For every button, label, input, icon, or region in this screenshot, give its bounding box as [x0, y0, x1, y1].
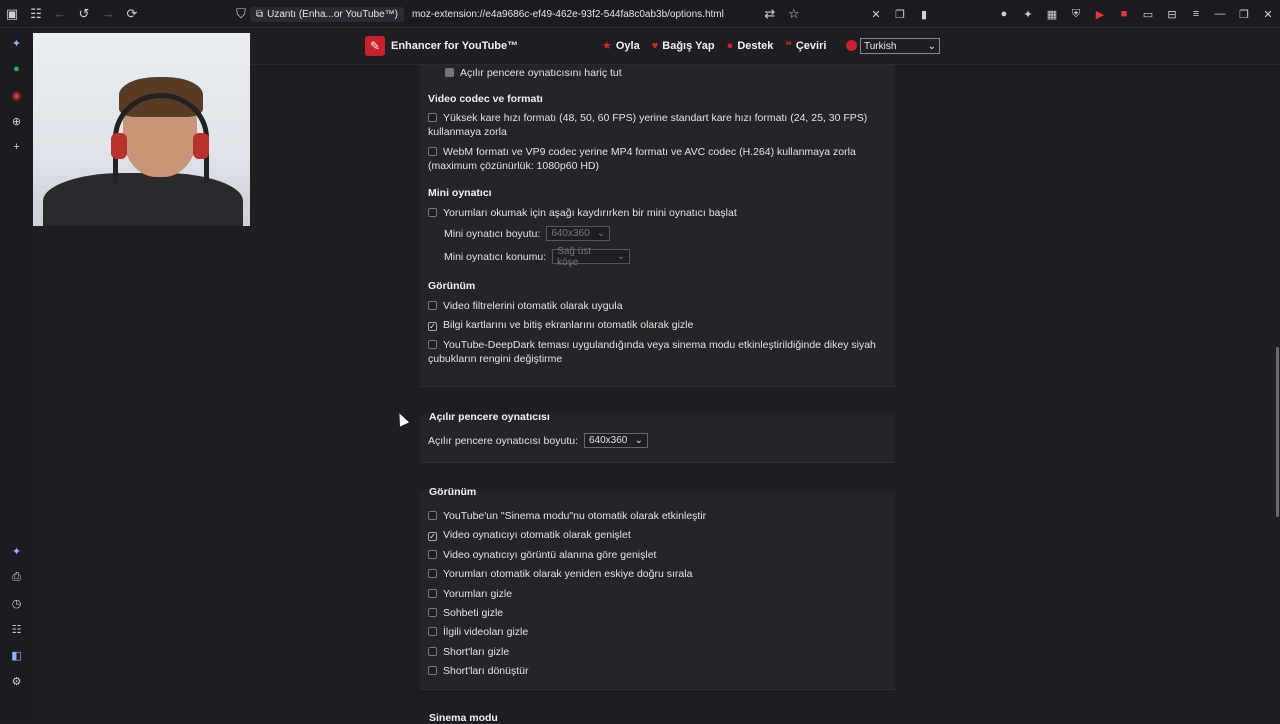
forward-icon[interactable]: → — [101, 6, 115, 21]
puzzle-icon: ⧉ — [256, 8, 264, 20]
appearance-option[interactable]: ✓ Video oynatıcıyı otomatik olarak genişlet — [429, 529, 631, 542]
add-icon[interactable]: + — [13, 141, 20, 153]
translate-icon[interactable]: ⇄ — [764, 6, 776, 21]
media-icon[interactable]: ◉ — [11, 89, 22, 102]
checkbox[interactable] — [428, 627, 437, 636]
checkbox[interactable] — [428, 301, 437, 310]
webcam-overlay — [33, 33, 250, 226]
toolbar-right — [864, 0, 1280, 28]
checkbox-checked[interactable]: ✓ — [429, 532, 436, 542]
popup-size-field: Açılır pencere oynatıcısı boyutu: 640x360 ⌄ — [428, 433, 648, 448]
options-content — [420, 65, 895, 724]
exclude-popup-option[interactable]: Açılır pencere oynatıcısını hariç tut — [445, 66, 905, 80]
appearance-option[interactable]: İlgili videoları gizle — [428, 625, 888, 639]
appearance-option[interactable]: Yorumları otomatik olarak yeniden eskiye doğru sırala — [428, 567, 888, 581]
menu-icon[interactable]: ≡ — [1192, 8, 1200, 20]
codec-section-title: Video codec ve formatı — [428, 93, 543, 105]
popup-player-title: Açılır pencere oynatıcısı — [429, 411, 550, 423]
library-icon[interactable]: ☷ — [11, 623, 22, 636]
star-icon: ★ — [602, 40, 612, 52]
checkbox[interactable] — [428, 113, 437, 122]
lock-icon[interactable]: ▮ — [920, 8, 928, 21]
codec-option-1[interactable]: Yüksek kare hızı formatı (48, 50, 60 FPS) yerine standart kare hızı formatı (24, 25, 30 FPS) kullanmaya zorla — [428, 112, 868, 138]
view-option-1[interactable]: Video filtrelerini otomatik olarak uygula — [428, 299, 888, 313]
back-icon[interactable]: ← — [53, 6, 67, 21]
minimize-icon[interactable]: — — [1214, 8, 1226, 20]
language-flag-icon — [846, 40, 857, 51]
appearance-option[interactable]: Short'ları dönüştür — [428, 664, 888, 678]
tabs-icon[interactable]: ☷ — [30, 5, 42, 21]
panel-popup-player — [420, 411, 895, 463]
mouse-cursor — [395, 411, 409, 426]
checkbox[interactable] — [428, 147, 437, 156]
checkbox-checked[interactable]: ✓ — [429, 322, 436, 331]
view-option-3[interactable]: YouTube-DeepDark teması uygulandığında veya sinema modu etkinleştirildiğinde dikey siyah çubukların rengini değiştirme — [428, 339, 876, 365]
youtube-ext-icon[interactable]: ▶ — [1095, 8, 1105, 21]
history-icon[interactable]: ↺ — [78, 5, 90, 21]
cinema-mode-title: Sinema modu — [429, 712, 498, 724]
mini-player-option[interactable]: Yorumları okumak için aşağı kaydırırken bir mini oynatıcı başlat — [428, 206, 888, 220]
extension-chip[interactable]: ⧉ Uzantı (Enha...or YouTube™) — [250, 7, 404, 22]
language-select[interactable]: Turkish ⌄ — [860, 38, 940, 54]
support-link[interactable]: ● Destek — [726, 39, 774, 52]
clock-icon[interactable]: ◷ — [11, 597, 22, 610]
mini-position-field: Mini oynatıcı konumu: Sağ üst köşe ⌄ — [444, 249, 630, 264]
extension-puzzle-icon[interactable]: ✦ — [1023, 8, 1033, 21]
chevron-down-icon: ⌄ — [596, 228, 606, 239]
view-section-title: Görünüm — [428, 280, 476, 292]
mini-player-title: Mini oynatıcı — [428, 187, 492, 199]
donate-link[interactable]: ♥ Bağış Yap — [651, 39, 715, 52]
panel-appearance — [420, 486, 895, 690]
mini-position-select[interactable]: Sağ üst köşe ⌄ — [552, 249, 630, 264]
extension-header — [250, 28, 1280, 65]
checkbox[interactable] — [428, 666, 437, 675]
translate-link-icon: ❝ — [785, 40, 792, 52]
view-option-2[interactable]: ✓ Bilgi kartlarını ve bitiş ekranlarını otomatik olarak gizle — [429, 319, 694, 331]
checkbox[interactable] — [428, 569, 437, 578]
shield-ext-icon[interactable]: ⛨ — [1071, 7, 1081, 20]
settings-gear-icon[interactable]: ⚙ — [11, 675, 22, 688]
copy-icon[interactable]: ❐ — [895, 8, 905, 21]
extension-circle-icon[interactable]: ● — [1000, 8, 1008, 20]
restore-icon[interactable]: ❐ — [1239, 8, 1249, 21]
checkbox[interactable] — [428, 589, 437, 598]
checkbox[interactable] — [428, 208, 437, 217]
checkbox[interactable] — [445, 68, 454, 77]
checkbox[interactable] — [428, 511, 437, 520]
grid-icon[interactable]: ▦ — [1046, 8, 1058, 21]
wand-logo-icon: ✎ — [365, 36, 385, 56]
url-text[interactable]: moz-extension://e4a9686c-ef49-462e-93f2-544fa8c0ab3b/options.html — [411, 8, 724, 20]
chevron-down-icon: ⌄ — [616, 251, 626, 262]
panel-video-settings — [420, 65, 895, 387]
reload-icon[interactable]: ⟳ — [126, 5, 138, 21]
page-scrollbar[interactable] — [1276, 347, 1279, 517]
chevron-down-icon: ⌄ — [927, 40, 936, 52]
window-icon[interactable]: ▭ — [1142, 8, 1154, 21]
close-icon[interactable]: ✕ — [1263, 8, 1273, 21]
codec-option-2[interactable]: WebM formatı ve VP9 codec yerine MP4 formatı ve AVC codec (H.264) kullanmaya zorla (maximum çözünürlük: 1080p60 HD) — [428, 146, 856, 172]
checkbox[interactable] — [428, 647, 437, 656]
container-icon[interactable]: ⊟ — [1167, 8, 1177, 21]
checkbox[interactable] — [428, 550, 437, 559]
x-icon[interactable]: ✕ — [871, 8, 881, 21]
sidebar-toggle-icon[interactable]: ▣ — [5, 5, 19, 21]
browser-sidebar — [0, 28, 33, 720]
appearance-title: Görünüm — [429, 486, 477, 498]
vote-link[interactable]: ★ Oyla — [602, 39, 640, 52]
support-icon: ● — [726, 39, 734, 52]
heart-icon: ♥ — [651, 39, 659, 52]
appearance-option[interactable]: Video oynatıcıyı görüntü alanına göre genişlet — [428, 548, 888, 562]
brand-title: Enhancer for YouTube™ — [391, 40, 519, 52]
bookmark-star-icon[interactable]: ☆ — [788, 6, 800, 21]
chevron-down-icon: ⌄ — [634, 435, 643, 446]
brand — [365, 36, 518, 56]
appearance-option[interactable]: Short'ları gizle — [428, 645, 888, 659]
ai-sparkle-icon[interactable]: ✦ — [11, 37, 22, 50]
header-links — [602, 39, 826, 52]
checkbox[interactable] — [428, 608, 437, 617]
mini-size-select[interactable]: 640x360 ⌄ — [546, 226, 610, 241]
checkbox[interactable] — [428, 340, 437, 349]
appearance-option[interactable]: Yorumları gizle — [428, 587, 888, 601]
extension-icon[interactable]: ◧ — [11, 649, 22, 662]
translate-link[interactable]: ❝ Çeviri — [785, 39, 827, 52]
spotify-icon[interactable]: ● — [13, 63, 20, 75]
shield-icon[interactable]: ⛉ — [236, 6, 246, 21]
mini-size-field: Mini oynatıcı boyutu: 640x360 ⌄ — [444, 226, 610, 241]
sparkle-icon[interactable]: ✦ — [11, 545, 22, 558]
printer-icon[interactable]: ⎙ — [12, 570, 21, 583]
appearance-option[interactable]: Sohbeti gizle — [428, 606, 888, 620]
red-ext-icon[interactable]: ■ — [1120, 8, 1128, 20]
appearance-option[interactable]: YouTube'un "Sinema modu"nu otomatik olarak etkinleştir — [428, 509, 888, 523]
globe-icon[interactable]: ⊕ — [11, 115, 22, 128]
popup-size-select[interactable]: 640x360 ⌄ — [584, 433, 648, 448]
